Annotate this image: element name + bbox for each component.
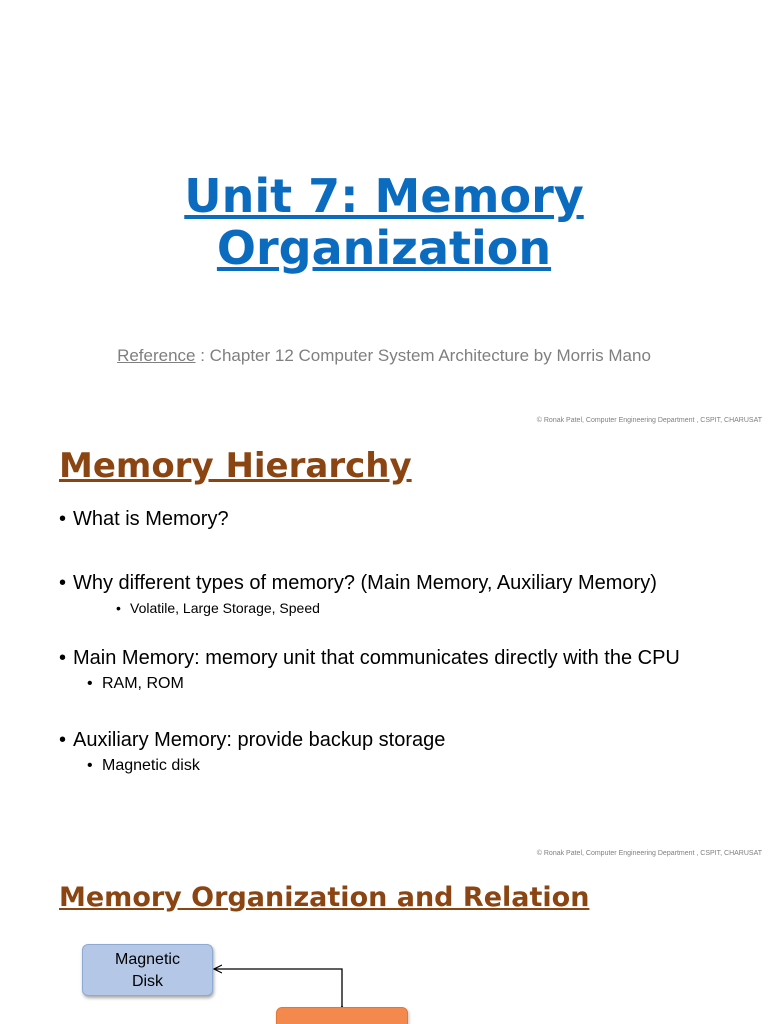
bullet-item — [59, 508, 229, 531]
memory-hierarchy-slide — [0, 432, 768, 864]
bullet-dot-icon: • — [59, 572, 67, 594]
orange-memory-node — [276, 1007, 408, 1024]
bullet-text: Auxiliary Memory: provide backup storage — [73, 729, 446, 751]
reference-label: Reference — [117, 346, 196, 365]
unit-title-line1: Unit 7: Memory — [184, 169, 584, 223]
bullet-item — [59, 572, 657, 595]
node-label-line1: Magnetic — [115, 951, 180, 968]
bullet-item — [59, 729, 445, 752]
bullet-dot-icon: • — [59, 729, 67, 751]
slide-title: Memory Hierarchy — [59, 446, 412, 486]
sub-bullet-item — [116, 600, 320, 616]
sub-bullet-item — [87, 675, 184, 693]
bullet-text: Main Memory: memory unit that communicates directly with the CPU — [73, 647, 680, 669]
copyright-notice: © Ronak Patel, Computer Engineering Department , CSPIT, CHARUSAT — [536, 417, 762, 424]
bullet-text: Why different types of memory? (Main Memory, Auxiliary Memory) — [73, 572, 657, 594]
unit-title-line2: Organization — [216, 221, 552, 275]
bullet-dot-icon: • — [116, 600, 121, 616]
title-slide — [0, 0, 768, 432]
reference-line — [0, 346, 768, 366]
slide-title: Memory Organization and Relation — [59, 882, 590, 913]
sub-bullet-item — [87, 757, 200, 775]
copyright-notice: © Ronak Patel, Computer Engineering Department , CSPIT, CHARUSAT — [536, 850, 762, 857]
node-label-line2: Disk — [131, 973, 164, 990]
bullet-dot-icon: • — [87, 675, 93, 692]
magnetic-disk-node — [82, 944, 213, 996]
bullet-dot-icon: • — [59, 508, 67, 530]
bullet-item — [59, 647, 680, 670]
memory-organization-slide — [0, 864, 768, 1024]
sub-bullet-text: Volatile, Large Storage, Speed — [130, 600, 320, 616]
unit-title — [0, 170, 768, 274]
bullet-dot-icon: • — [87, 757, 93, 774]
bullet-text: What is Memory? — [73, 508, 229, 530]
reference-text: : Chapter 12 Computer System Architecture by Morris Mano — [195, 346, 651, 365]
sub-bullet-text: RAM, ROM — [102, 675, 184, 692]
connector-line — [214, 969, 342, 1006]
sub-bullet-text: Magnetic disk — [102, 757, 200, 774]
bullet-dot-icon: • — [59, 647, 67, 669]
